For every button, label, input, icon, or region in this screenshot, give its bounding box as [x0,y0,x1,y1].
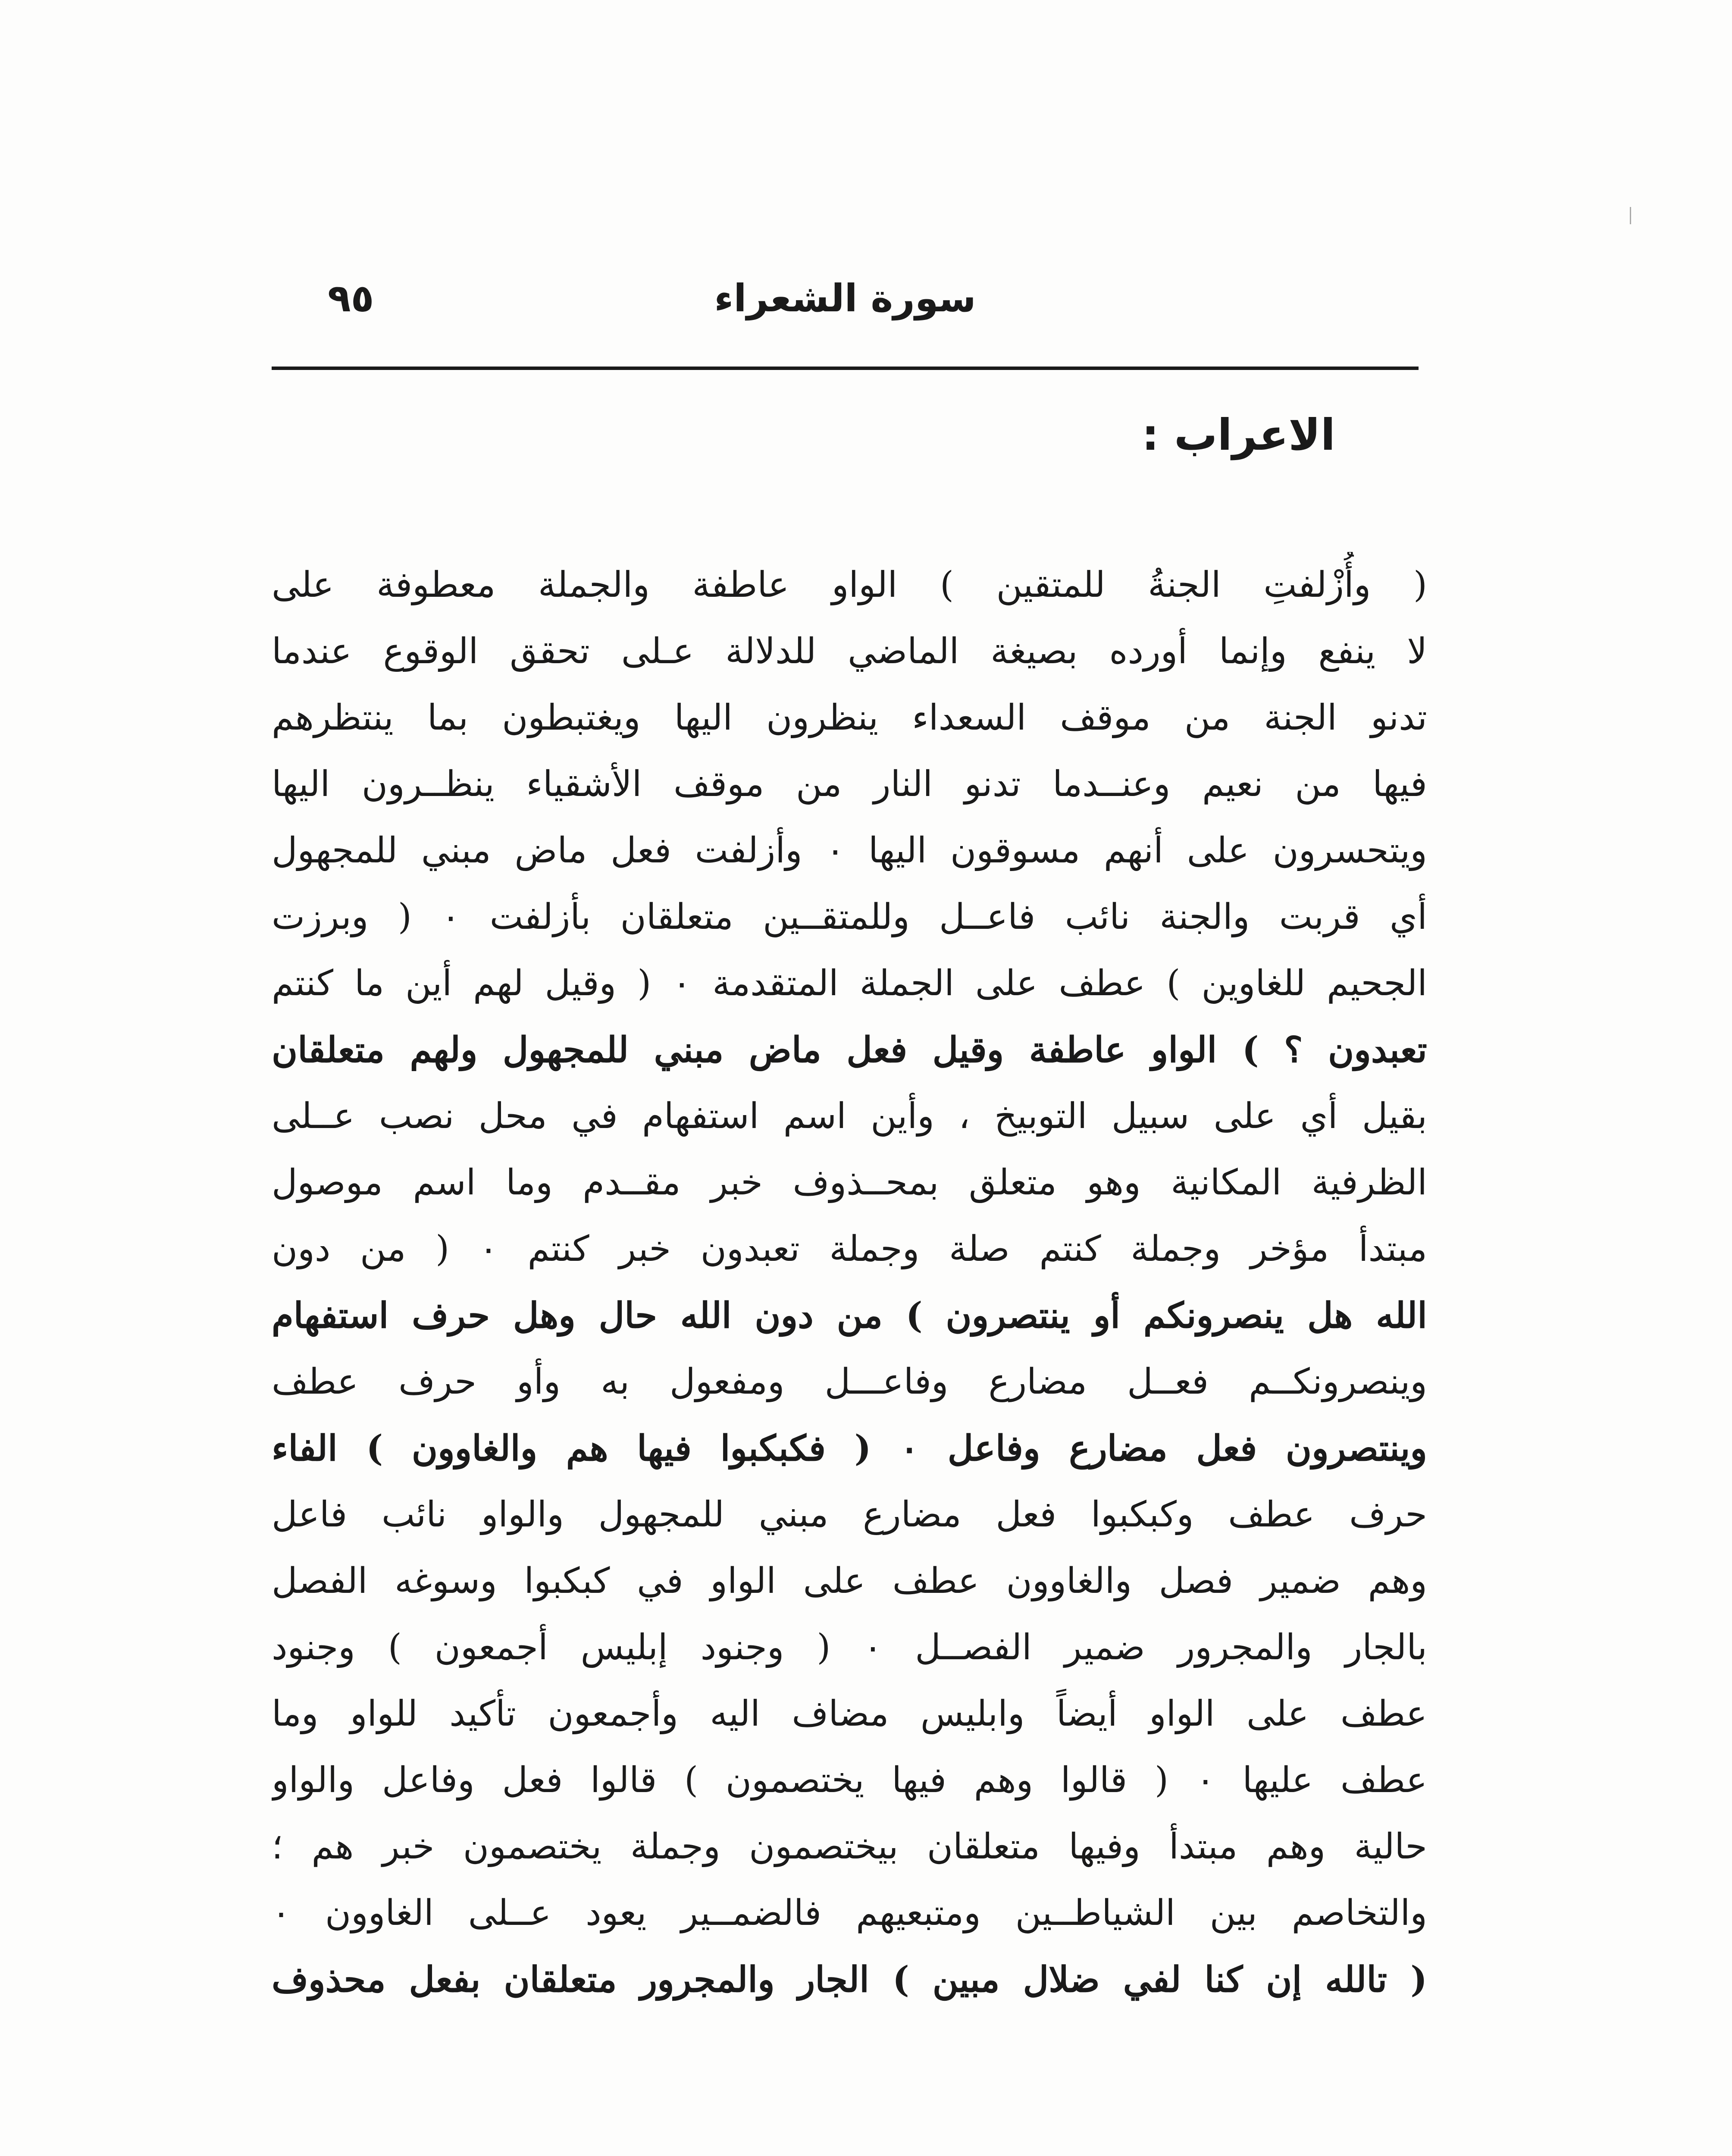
text-line: عطف على الواو أيضاً وابليس مضاف اليه وأجمعون تأكيد للواو وما [272,1693,1427,1734]
text-line: والتخاصم بين الشياطــين ومتبعيهم فالضمــير يعود عــلى الغاوون ٠ [272,1893,1427,1934]
section-heading: الاعراب : [1142,410,1335,460]
text-line: أي قربت والجنة نائب فاعــل وللمتقــين متعلقان بأزلفت ٠ ( وبرزت [272,896,1427,937]
text-line: الجحيم للغاوين ) عطف على الجملة المتقدمة ٠ ( وقيل لهم أين ما كنتم [272,963,1427,1004]
text-line: الظرفية المكانية وهو متعلق بمحــذوف خبر مقــدم وما اسم موصول [272,1162,1427,1203]
text-line: عطف عليها ٠ ( قالوا وهم فيها يختصمون ) قالوا فعل وفاعل والواو [272,1760,1427,1801]
page-number: ٩٥ [328,276,374,320]
text-line: بقيل أي على سبيل التوبيخ ، وأين اسم استفهام في محل نصب عــلى [272,1096,1427,1137]
text-line: لا ينفع وإنما أورده بصيغة الماضي للدلالة عـلى تحقق الوقوع عندما [272,631,1427,672]
text-line: ( وأُزْلفتِ الجنةُ للمتقين ) الواو عاطفة والجملة معطوفة على [272,564,1427,605]
text-line: حالية وهم مبتدأ وفيها متعلقان بيختصمون وجملة يختصمون خبر هم ؛ [272,1826,1427,1867]
text-line: مبتدأ مؤخر وجملة كنتم صلة وجملة تعبدون خبر كنتم ٠ ( من دون [272,1228,1427,1269]
text-line: حرف عطف وكبكبوا فعل مضارع مبني للمجهول والواو نائب فاعل [272,1494,1427,1535]
header-divider [272,367,1419,370]
scan-speck [1630,207,1631,224]
surah-title: سورة الشعراء [714,276,976,320]
text-line: فيها من نعيم وعنــدما تدنو النار من موقف الأشقياء ينظــرون اليها [272,764,1427,805]
text-line: ( تالله إن كنا لفي ضلال مبين ) الجار والمجرور متعلقان بفعل محذوف [272,1959,1427,2000]
page-header [272,276,1419,336]
text-line: تعبدون ؟ ) الواو عاطفة وقيل فعل ماض مبني للمجهول ولهم متعلقان [272,1029,1427,1071]
text-line: الله هل ينصرونكم أو ينتصرون ) من دون الله حال وهل حرف استفهام [272,1295,1427,1336]
text-line: وينتصرون فعل مضارع وفاعل ٠ ( فكبكبوا فيها هم والغاوون ) الفاء [272,1428,1427,1469]
body-text [272,552,1427,2013]
text-line: وينصرونكــم فعــل مضارع وفاعـــل ومفعول به وأو حرف عطف [272,1361,1427,1402]
text-line: ويتحسرون على أنهم مسوقون اليها ٠ وأزلفت فعل ماض مبني للمجهول [272,830,1427,871]
text-line: وهم ضمير فصل والغاوون عطف على الواو في كبكبوا وسوغه الفصل [272,1561,1427,1601]
text-line: بالجار والمجرور ضمير الفصــل ٠ ( وجنود إبليس أجمعون ) وجنود [272,1627,1427,1668]
text-line: تدنو الجنة من موقف السعداء ينظرون اليها ويغتبطون بما ينتظرهم [272,697,1427,738]
